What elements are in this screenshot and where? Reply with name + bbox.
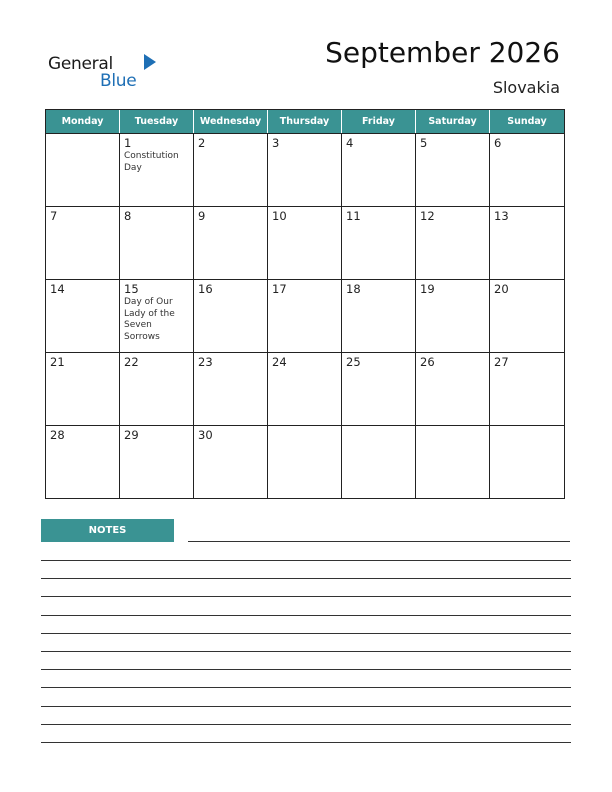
weekday-header: Thursday	[268, 110, 342, 133]
calendar-day-cell	[268, 207, 342, 279]
note-line	[41, 578, 571, 579]
day-number: 16	[198, 282, 213, 296]
day-number: 25	[346, 355, 361, 369]
calendar-day-cell	[46, 134, 120, 206]
calendar-day-cell	[416, 134, 490, 206]
day-number: 27	[494, 355, 509, 369]
weekday-header: Monday	[46, 110, 120, 133]
calendar-week-row	[46, 425, 564, 498]
calendar-day-cell	[490, 134, 564, 206]
day-number: 10	[272, 209, 287, 223]
logo-triangle-icon	[144, 54, 156, 70]
day-number: 20	[494, 282, 509, 296]
day-number: 8	[124, 209, 132, 223]
calendar-weeks	[46, 133, 564, 498]
calendar-day-cell	[194, 134, 268, 206]
calendar-day-cell	[416, 280, 490, 352]
calendar-week-row	[46, 279, 564, 352]
day-number: 7	[50, 209, 58, 223]
day-number: 11	[346, 209, 361, 223]
note-line	[41, 651, 571, 652]
calendar-day-cell	[46, 280, 120, 352]
calendar-week-row	[46, 133, 564, 206]
calendar-day-cell	[120, 280, 194, 352]
day-number: 30	[198, 428, 213, 442]
day-number: 3	[272, 136, 280, 150]
calendar-day-cell	[120, 353, 194, 425]
calendar-day-cell	[194, 280, 268, 352]
calendar-day-cell	[46, 353, 120, 425]
weekday-header: Saturday	[416, 110, 490, 133]
calendar-day-cell	[416, 426, 490, 498]
calendar-grid	[45, 109, 565, 499]
calendar-day-cell	[490, 353, 564, 425]
calendar-day-cell	[268, 426, 342, 498]
day-number: 1	[124, 136, 132, 150]
note-line	[188, 541, 570, 542]
calendar-day-cell	[194, 207, 268, 279]
note-line	[41, 633, 571, 634]
logo	[48, 52, 158, 92]
holiday-label: Day of Our Lady of the Seven Sorrows	[124, 297, 175, 342]
weekday-header: Wednesday	[194, 110, 268, 133]
calendar-day-cell	[342, 426, 416, 498]
note-line	[41, 742, 571, 743]
day-number: 21	[50, 355, 65, 369]
day-number: 26	[420, 355, 435, 369]
calendar-day-cell	[490, 426, 564, 498]
note-line	[41, 596, 571, 597]
calendar-day-cell	[268, 280, 342, 352]
day-number: 29	[124, 428, 139, 442]
notes-label: NOTES	[41, 519, 174, 542]
calendar-day-cell	[268, 353, 342, 425]
calendar-day-cell	[46, 426, 120, 498]
calendar-week-row	[46, 352, 564, 425]
day-number: 22	[124, 355, 139, 369]
calendar-day-cell	[120, 134, 194, 206]
day-number: 17	[272, 282, 287, 296]
day-number: 13	[494, 209, 509, 223]
logo-general-text: General	[48, 54, 113, 74]
calendar-day-cell	[342, 353, 416, 425]
day-number: 4	[346, 136, 354, 150]
note-line	[41, 687, 571, 688]
calendar-day-cell	[46, 207, 120, 279]
calendar-day-cell	[194, 426, 268, 498]
day-number: 18	[346, 282, 361, 296]
calendar-week-row	[46, 206, 564, 279]
day-number: 23	[198, 355, 213, 369]
note-line	[41, 706, 571, 707]
calendar-day-cell	[490, 207, 564, 279]
note-line	[41, 615, 571, 616]
day-number: 12	[420, 209, 435, 223]
calendar-day-cell	[342, 207, 416, 279]
calendar-day-cell	[268, 134, 342, 206]
weekday-header: Friday	[342, 110, 416, 133]
calendar-day-cell	[120, 426, 194, 498]
weekday-header: Sunday	[507, 116, 547, 127]
page-title: September 2026	[325, 36, 560, 69]
logo-blue-text: Blue	[100, 71, 137, 91]
calendar-day-cell	[416, 353, 490, 425]
day-number: 9	[198, 209, 206, 223]
calendar-day-cell	[490, 280, 564, 352]
weekday-header-row	[46, 110, 564, 133]
day-number: 14	[50, 282, 65, 296]
day-number: 24	[272, 355, 287, 369]
holiday-label: Constitution Day	[124, 151, 179, 173]
calendar-day-cell	[120, 207, 194, 279]
calendar-day-cell	[416, 207, 490, 279]
note-line	[41, 724, 571, 725]
day-number: 15	[124, 282, 139, 296]
calendar-day-cell	[194, 353, 268, 425]
day-number: 28	[50, 428, 65, 442]
country-name: Slovakia	[492, 78, 560, 97]
calendar-day-cell	[342, 280, 416, 352]
weekday-header: Tuesday	[120, 110, 194, 133]
note-line	[41, 560, 571, 561]
day-number: 6	[494, 136, 502, 150]
day-number: 5	[420, 136, 428, 150]
day-number: 19	[420, 282, 435, 296]
calendar-day-cell	[342, 134, 416, 206]
day-number: 2	[198, 136, 206, 150]
note-line	[41, 669, 571, 670]
